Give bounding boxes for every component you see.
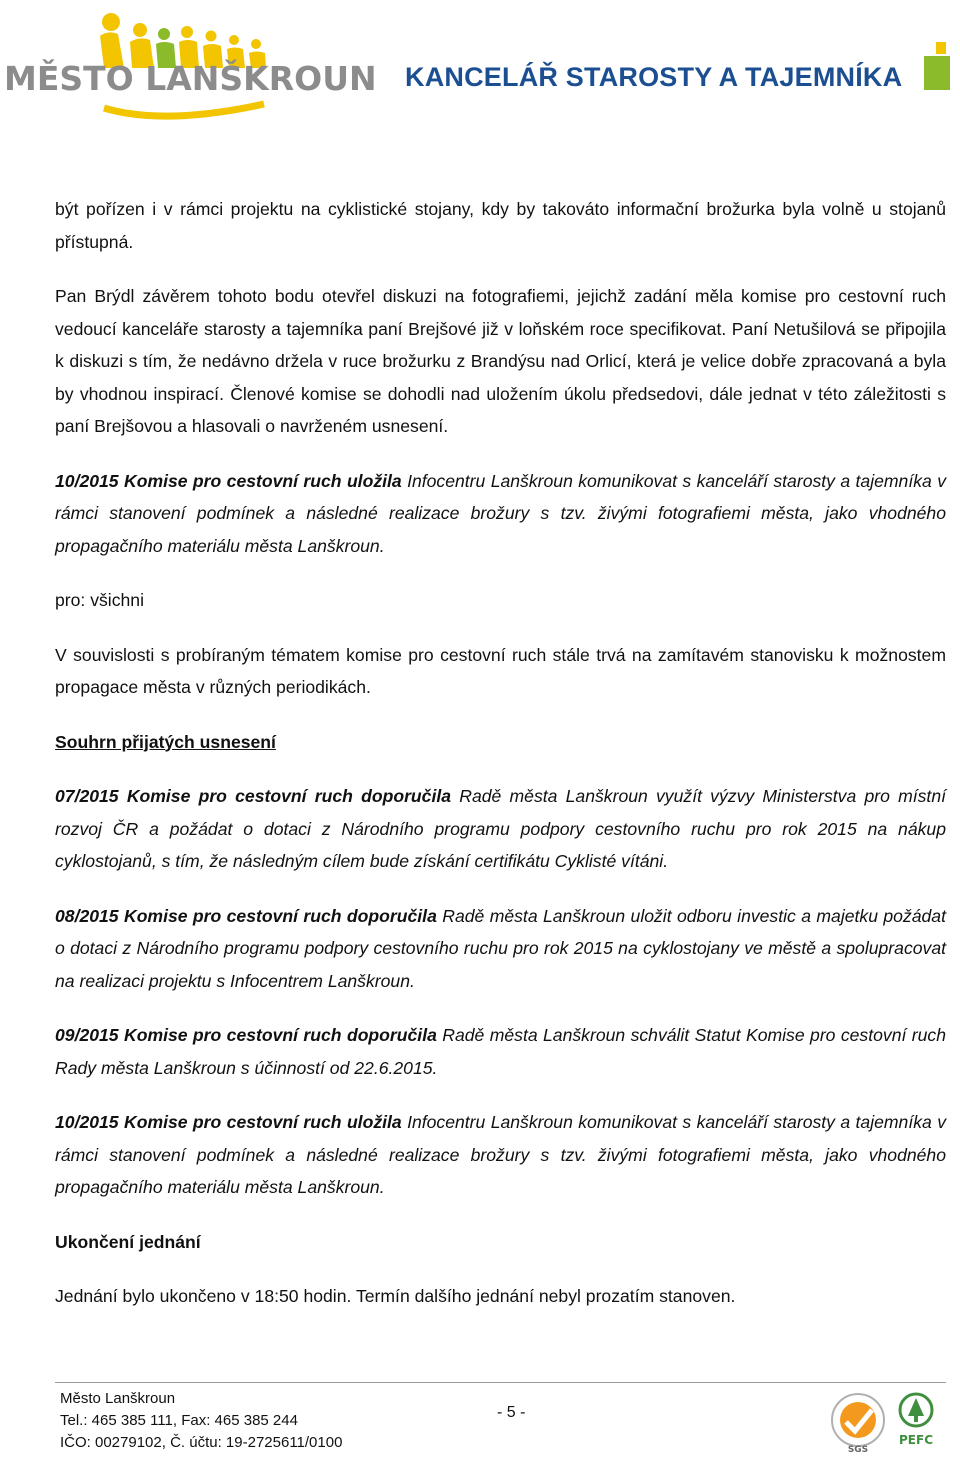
- footer-org: Město Lanškroun: [60, 1390, 176, 1407]
- resolution-10-2015-summary: [55, 1106, 946, 1204]
- resolution-number: 10/2015 Komise pro cestovní ruch uložila: [55, 470, 402, 491]
- footer-phone: Tel.: 465 385 111, Fax: 465 385 244: [60, 1412, 298, 1429]
- footer-divider: [55, 1382, 946, 1383]
- document-body: [55, 193, 946, 1335]
- resolution-number: 09/2015 Komise pro cestovní ruch doporučila: [55, 1025, 437, 1045]
- page-number: - 5 -: [497, 1404, 526, 1421]
- corner-squares-icon: [924, 42, 950, 90]
- resolution-text: Infocentru Lanškroun komunikovat s kanceláří starosty a tajemníka v rámci stanovení podmínek a následné realizace brožury s tzv. živými fotografiemi města, jako vhodného propagačního materiálu města Lanškroun.: [55, 1112, 946, 1197]
- end-text: Jednání bylo ukončeno v 18:50 hodin. Termín dalšího jednání nebyl prozatím stanoven.: [55, 1286, 736, 1306]
- paragraph-2: Pan Brýdl závěrem tohoto bodu otevřel diskuzi na fotografiemi, jejichž zadání měla komise pro cestovní ruch vedoucí kanceláře starosty a tajemníka paní Brejšové již v loňském roce specifikovat. Paní Netušilová se připojila k diskuzi s tím, že nedávno držela v ruce brožurku z Brandýsu nad Orlicí, která je velice dobře zpracovaná a byla by vhodnou inspirací. Členové komise se dohodli nad uložením úkolu předsedovi, dále jednat v této záležitosti s paní Brejšovou a hlasovali o navrženém usnesení.: [55, 286, 946, 436]
- page-header: [0, 0, 960, 140]
- resolution-07-2015: [55, 780, 946, 878]
- resolution-09-2015: [55, 1019, 946, 1084]
- end-heading: Ukončení jednání: [55, 1231, 201, 1252]
- footer-ico: IČO: 00279102, Č. účtu: 19-2725611/0100: [60, 1434, 343, 1451]
- svg-text:SGS: SGS: [847, 1445, 869, 1455]
- resolution-number: 10/2015 Komise pro cestovní ruch uložila: [55, 1112, 402, 1132]
- resolution-text: Radě města Lanškroun uložit odboru investic a majetku požádat o dotaci z Národního programu podpory cestovního ruchu pro rok 2015 na cyklostojany ve městě a spolupracovat na realizaci projektu s Infocentrem Lanškroun.: [55, 905, 946, 991]
- paragraph-3: V souvislosti s probíraným tématem komise pro cestovní ruch stále trvá na zamítavém stanovisku k možnostem propagace města v různých periodikách.: [55, 644, 946, 697]
- resolution-text: Infocentru Lanškroun komunikovat s kanceláří starosty a tajemníka v rámci stanovení podmínek a následné realizace brožury s tzv. živými fotografiemi města, jako vhodného propagačního materiálu města Lanškroun.: [55, 470, 946, 556]
- footer-contact: [60, 1388, 342, 1454]
- resolution-08-2015: [55, 900, 946, 998]
- page-title: KANCELÁŘ STAROSTY A TAJEMNÍKA: [405, 62, 903, 92]
- resolution-number: 07/2015 Komise pro cestovní ruch doporučila: [55, 786, 452, 806]
- pefc-icon: [899, 1394, 933, 1447]
- summary-heading: Souhrn přijatých usnesení: [55, 731, 276, 752]
- logo-text: MĚSTO LANŠKROUN: [4, 59, 377, 98]
- resolution-text: Radě města Lanškroun využít výzvy Ministerstva pro místní rozvoj ČR a požádat o dotaci z Národního programu podpory cestovního ruchu pro rok 2015 na nákup cyklostojanů, s tím, že následným cílem bude získání certifikátu Cyklisté vítáni.: [55, 786, 946, 871]
- certification-logos: [828, 1386, 948, 1456]
- sgs-certificate-icon: [832, 1394, 884, 1455]
- resolution-number: 08/2015 Komise pro cestovní ruch doporučila: [55, 905, 437, 926]
- resolution-10-2015: [55, 465, 946, 563]
- vote-result: pro: všichni: [55, 590, 144, 610]
- city-logo: [4, 8, 377, 128]
- paragraph-1: být pořízen i v rámci projektu na cyklistické stojany, kdy by takováto informační brožurka byla volně u stojanů přístupná.: [55, 199, 946, 252]
- resolution-text: Radě města Lanškroun schválit Statut Komise pro cestovní ruch Rady města Lanškroun s účinností od 22.6.2015.: [55, 1025, 946, 1078]
- svg-text:PEFC: PEFC: [899, 1433, 933, 1447]
